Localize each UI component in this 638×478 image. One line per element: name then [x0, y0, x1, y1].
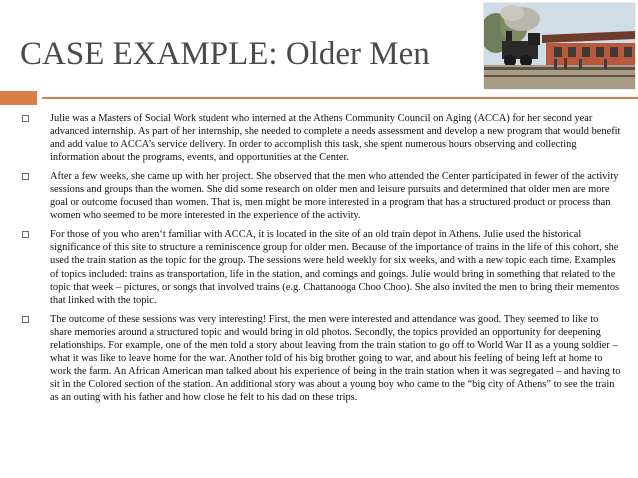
bullet-square-icon — [22, 316, 29, 323]
list-item — [22, 112, 622, 164]
list-item — [22, 228, 622, 306]
list-item — [22, 313, 622, 404]
bullet-square-icon — [22, 173, 29, 180]
slide-title: CASE EXAMPLE: Older Men — [20, 36, 430, 72]
list-item — [22, 170, 622, 222]
bullet-list — [22, 112, 622, 410]
accent-rule — [42, 97, 638, 99]
accent-block — [0, 91, 37, 105]
bullet-square-icon — [22, 231, 29, 238]
bullet-text: The outcome of these sessions was very interesting! First, the men were interested and attendance was good. They seemed to like to share memories around a structured topic and would bring in old photos. Secondly, the topics provided an opportunity for deepening relationships. For example, one of the men told a story about leaving from the train station to go off to World War II as a young soldier – what it was like to leave home for the war. Another told of his big brother going to war, and about his feeling of being left at home to work the farm. An African American man talked about his experience of being in the train station when it was segregated – and having to sit in the Colored section of the station. An additional story was about a young boy who came to the “big city of Athens” to see the train as an outing with his father and how close he felt to his dad on these trips. — [50, 313, 621, 403]
bullet-text: Julie was a Masters of Social Work student who interned at the Athens Community Council on Aging (ACCA) for her second year advanced internship. As part of her internship, she needed to complete a needs assessment and develop a new program that would benefit and add value to ACCA’s service delivery. In order to accomplish this task, she spent numerous hours observing and collecting information about the programs, events, and opportunities at the Center. — [50, 113, 621, 164]
train-station-image — [484, 3, 635, 89]
bullet-text: After a few weeks, she came up with her project. She observed that the men who attended the Center participated in fewer of the activity sessions and groups than the women. She did some research on older men and leisure pursuits and determined that older men are more goal or outcome focused than women. That is, men might be more interested in a program that has a structured product or process than women who seemed to be more interested in the experience of the activity. — [50, 171, 619, 222]
bullet-square-icon — [22, 115, 29, 122]
bullet-text: For those of you who aren‘t familiar with ACCA, it is located in the site of an old train depot in Athens. Julie used the historical significance of this site to structure a reminiscence group for older men. Because of the importance of trains in the life of this cohort, she used the train station as the topic for the group. The sessions were held weekly for six weeks, and with a new topic each time. Examples of topics included: trains as transportation, life in the station, and comings and goings. Julie would bring in something that related to the topic that week – pictures, or songs that involved trains (e.g. Chattanooga Choo Choo). She also invited the men to bring their mementos that linked with the topic. — [50, 229, 620, 306]
